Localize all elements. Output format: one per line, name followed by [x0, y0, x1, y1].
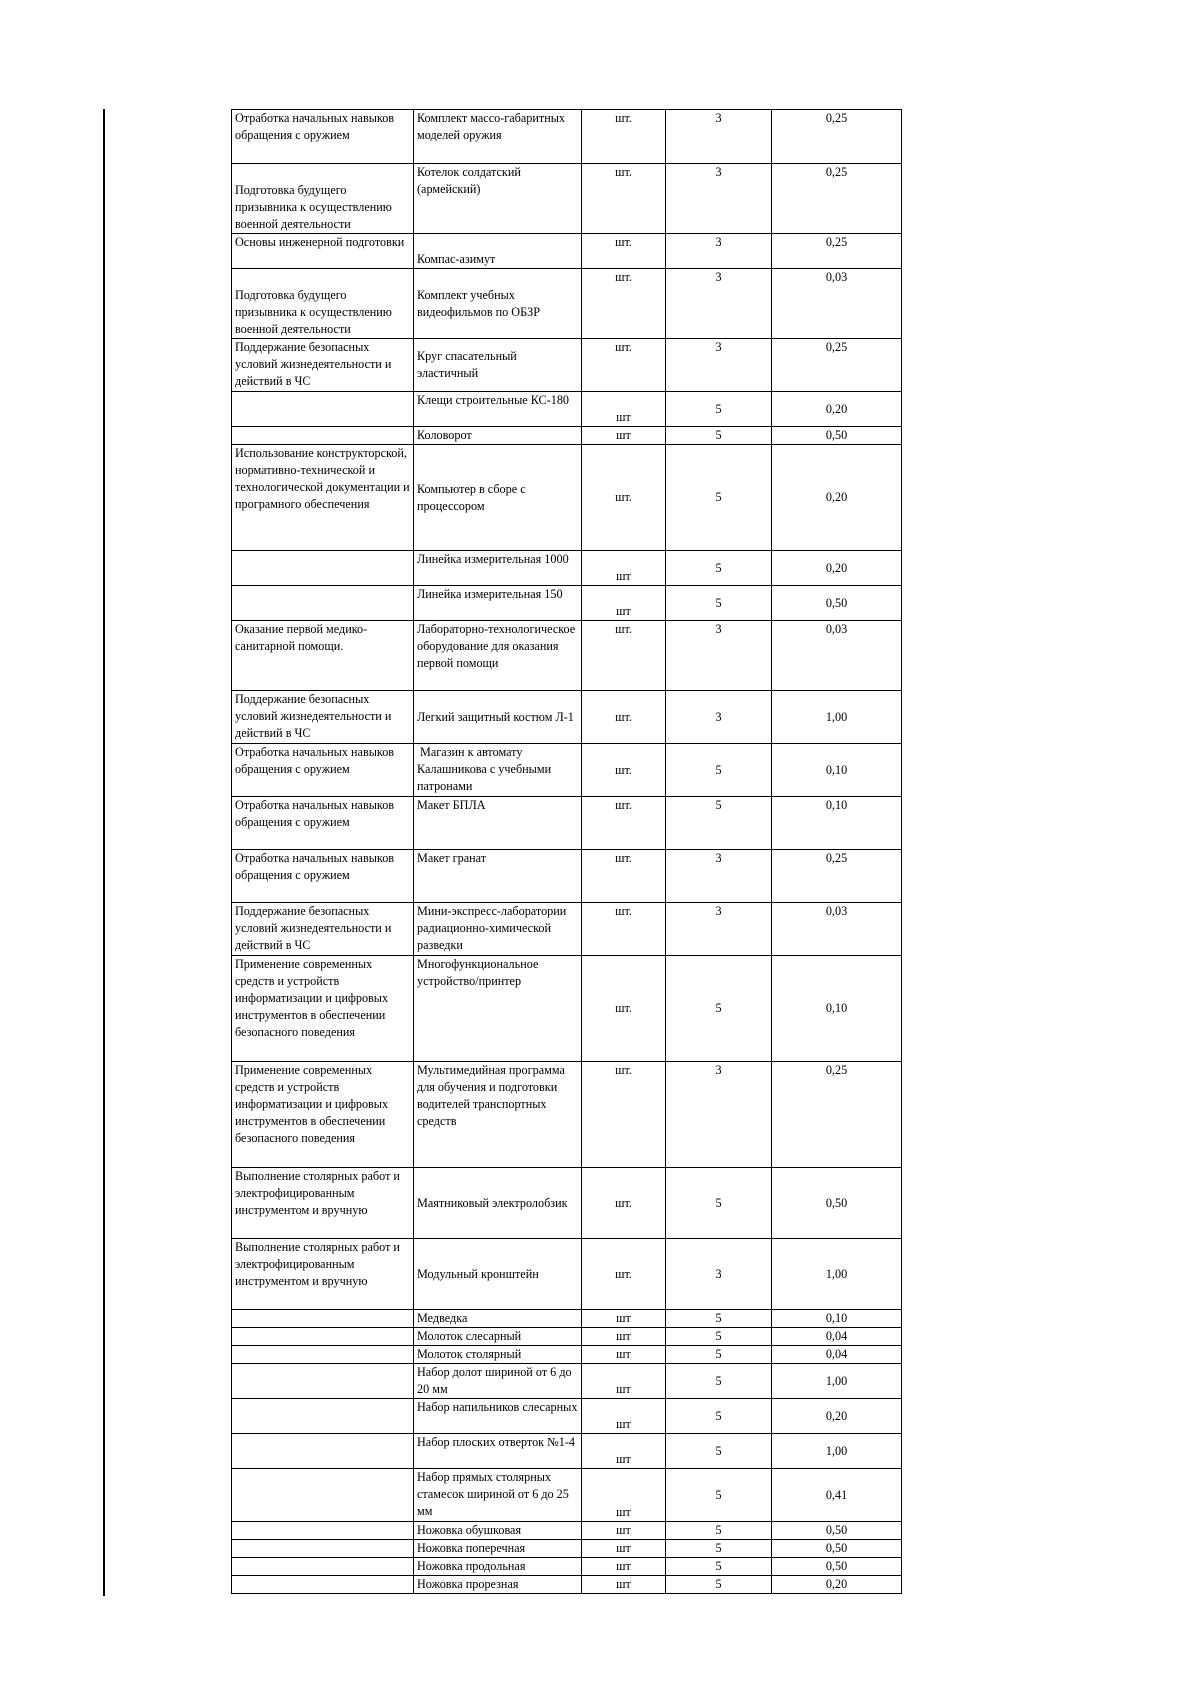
unit-cell: шт.: [582, 1062, 666, 1168]
quantity-cell: 5: [666, 1399, 772, 1434]
section-cell: [232, 1310, 414, 1328]
item-name-cell: Макет БПЛА: [414, 797, 582, 850]
value-cell: 0,10: [772, 956, 902, 1062]
quantity-cell: 5: [666, 427, 772, 445]
unit-cell: шт: [582, 1576, 666, 1594]
quantity-cell: 5: [666, 1434, 772, 1469]
value-cell: 0,03: [772, 621, 902, 691]
item-name-cell: Макет гранат: [414, 850, 582, 903]
value-cell: 1,00: [772, 691, 902, 744]
section-cell: Поддержание безопасных условий жизнедеятельности и действий в ЧС: [232, 691, 414, 744]
item-name-cell: Компьютер в сборе с процессором: [414, 445, 582, 551]
quantity-cell: 3: [666, 339, 772, 392]
value-cell: 0,20: [772, 1399, 902, 1434]
quantity-cell: 3: [666, 269, 772, 339]
value-cell: 0,20: [772, 551, 902, 586]
quantity-cell: 5: [666, 586, 772, 621]
table-row: [232, 110, 902, 164]
unit-cell: шт.: [582, 903, 666, 956]
value-cell: 0,25: [772, 339, 902, 392]
unit-cell: шт: [582, 1540, 666, 1558]
value-cell: 0,50: [772, 427, 902, 445]
unit-cell: шт: [582, 1346, 666, 1364]
table-row: [232, 1399, 902, 1434]
table-row: [232, 621, 902, 691]
value-cell: 0,50: [772, 1522, 902, 1540]
quantity-cell: 5: [666, 1346, 772, 1364]
table-row: [232, 1576, 902, 1594]
quantity-cell: 5: [666, 1558, 772, 1576]
section-cell: [232, 1540, 414, 1558]
value-cell: 0,25: [772, 110, 902, 164]
quantity-cell: 3: [666, 621, 772, 691]
item-name-cell: Линейка измерительная 1000: [414, 551, 582, 586]
item-name-cell: Комплект массо-габаритных моделей оружия: [414, 110, 582, 164]
quantity-cell: 3: [666, 1239, 772, 1310]
quantity-cell: 3: [666, 110, 772, 164]
equipment-table: [231, 109, 902, 1594]
quantity-cell: 5: [666, 1522, 772, 1540]
item-name-cell: Лабораторно-технологическое оборудование для оказания первой помощи: [414, 621, 582, 691]
unit-cell: шт: [582, 551, 666, 586]
quantity-cell: 5: [666, 797, 772, 850]
table-row: [232, 1310, 902, 1328]
table-row: [232, 445, 902, 551]
section-cell: Отработка начальных навыков обращения с оружием: [232, 850, 414, 903]
unit-cell: шт: [582, 1522, 666, 1540]
item-name-cell: Компас-азимут: [414, 234, 582, 269]
table-row: [232, 797, 902, 850]
quantity-cell: 5: [666, 1540, 772, 1558]
unit-cell: шт: [582, 1434, 666, 1469]
section-cell: Отработка начальных навыков обращения с оружием: [232, 110, 414, 164]
quantity-cell: 3: [666, 164, 772, 234]
value-cell: 0,25: [772, 234, 902, 269]
table-row: [232, 1062, 902, 1168]
section-cell: [232, 1399, 414, 1434]
value-cell: 0,03: [772, 269, 902, 339]
quantity-cell: 3: [666, 234, 772, 269]
table-row: [232, 850, 902, 903]
page-margin-line: [103, 109, 105, 1596]
quantity-cell: 5: [666, 1328, 772, 1346]
item-name-cell: Мультимедийная программа для обучения и подготовки водителей транспортных средств: [414, 1062, 582, 1168]
section-cell: Поддержание безопасных условий жизнедеятельности и действий в ЧС: [232, 339, 414, 392]
value-cell: 0,10: [772, 744, 902, 797]
unit-cell: шт: [582, 1310, 666, 1328]
unit-cell: шт.: [582, 691, 666, 744]
section-cell: Подготовка будущего призывника к осуществлению военной деятельности: [232, 269, 414, 339]
unit-cell: шт: [582, 1558, 666, 1576]
table-row: [232, 1540, 902, 1558]
value-cell: 0,41: [772, 1469, 902, 1522]
unit-cell: шт: [582, 1469, 666, 1522]
quantity-cell: 5: [666, 1576, 772, 1594]
item-name-cell: Набор прямых столярных стамесок шириной от 6 до 25 мм: [414, 1469, 582, 1522]
table-row: [232, 691, 902, 744]
section-cell: Подготовка будущего призывника к осуществлению военной деятельности: [232, 164, 414, 234]
table-row: [232, 586, 902, 621]
section-cell: [232, 586, 414, 621]
unit-cell: шт: [582, 1399, 666, 1434]
table-row: [232, 1328, 902, 1346]
unit-cell: шт.: [582, 339, 666, 392]
section-cell: Отработка начальных навыков обращения с оружием: [232, 744, 414, 797]
quantity-cell: 5: [666, 956, 772, 1062]
value-cell: 0,10: [772, 797, 902, 850]
value-cell: 0,50: [772, 1558, 902, 1576]
unit-cell: шт.: [582, 797, 666, 850]
value-cell: 1,00: [772, 1364, 902, 1399]
section-cell: Основы инженерной подготовки: [232, 234, 414, 269]
section-cell: Выполнение столярных работ и электрофицированным инструментом и вручную: [232, 1168, 414, 1239]
item-name-cell: Молоток слесарный: [414, 1328, 582, 1346]
item-name-cell: Коловорот: [414, 427, 582, 445]
table-row: [232, 744, 902, 797]
section-cell: [232, 1328, 414, 1346]
section-cell: [232, 1558, 414, 1576]
equipment-table-body: [232, 110, 902, 1594]
section-cell: Поддержание безопасных условий жизнедеятельности и действий в ЧС: [232, 903, 414, 956]
unit-cell: шт.: [582, 234, 666, 269]
quantity-cell: 3: [666, 691, 772, 744]
table-row: [232, 392, 902, 427]
quantity-cell: 5: [666, 744, 772, 797]
section-cell: Применение современных средств и устройств информатизации и цифровых инструментов в обеспечении безопасного поведения: [232, 956, 414, 1062]
quantity-cell: 5: [666, 551, 772, 586]
section-cell: [232, 551, 414, 586]
table-row: [232, 1469, 902, 1522]
item-name-cell: Круг спасательный эластичный: [414, 339, 582, 392]
table-row: [232, 1558, 902, 1576]
item-name-cell: Набор долот шириной от 6 до 20 мм: [414, 1364, 582, 1399]
table-row: [232, 427, 902, 445]
unit-cell: шт.: [582, 164, 666, 234]
unit-cell: шт: [582, 1328, 666, 1346]
quantity-cell: 5: [666, 392, 772, 427]
item-name-cell: Комплект учебных видеофильмов по ОБЗР: [414, 269, 582, 339]
unit-cell: шт: [582, 392, 666, 427]
table-row: [232, 234, 902, 269]
value-cell: 0,50: [772, 1540, 902, 1558]
unit-cell: шт.: [582, 269, 666, 339]
item-name-cell: Молоток столярный: [414, 1346, 582, 1364]
section-cell: Отработка начальных навыков обращения с оружием: [232, 797, 414, 850]
value-cell: 1,00: [772, 1239, 902, 1310]
unit-cell: шт.: [582, 744, 666, 797]
section-cell: Выполнение столярных работ и электрофицированным инструментом и вручную: [232, 1239, 414, 1310]
table-row: [232, 551, 902, 586]
section-cell: [232, 427, 414, 445]
section-cell: [232, 1522, 414, 1540]
item-name-cell: Легкий защитный костюм Л-1: [414, 691, 582, 744]
table-row: [232, 1522, 902, 1540]
unit-cell: шт.: [582, 621, 666, 691]
unit-cell: шт: [582, 586, 666, 621]
quantity-cell: 5: [666, 1168, 772, 1239]
quantity-cell: 5: [666, 1310, 772, 1328]
value-cell: 0,20: [772, 392, 902, 427]
table-row: [232, 1434, 902, 1469]
item-name-cell: Котелок солдатский (армейский): [414, 164, 582, 234]
item-name-cell: Ножовка продольная: [414, 1558, 582, 1576]
value-cell: 0,25: [772, 164, 902, 234]
section-cell: Оказание первой медико-санитарной помощи.: [232, 621, 414, 691]
unit-cell: шт.: [582, 956, 666, 1062]
section-cell: [232, 392, 414, 427]
section-cell: [232, 1576, 414, 1594]
table-row: [232, 956, 902, 1062]
quantity-cell: 3: [666, 1062, 772, 1168]
value-cell: 0,20: [772, 445, 902, 551]
table-row: [232, 269, 902, 339]
table-row: [232, 903, 902, 956]
value-cell: 0,50: [772, 586, 902, 621]
section-cell: [232, 1364, 414, 1399]
item-name-cell: Линейка измерительная 150: [414, 586, 582, 621]
section-cell: [232, 1469, 414, 1522]
table-row: [232, 339, 902, 392]
value-cell: 0,04: [772, 1346, 902, 1364]
unit-cell: шт: [582, 427, 666, 445]
item-name-cell: Маятниковый электролобзик: [414, 1168, 582, 1239]
item-name-cell: Медведка: [414, 1310, 582, 1328]
item-name-cell: Ножовка прорезная: [414, 1576, 582, 1594]
value-cell: 0,20: [772, 1576, 902, 1594]
value-cell: 0,03: [772, 903, 902, 956]
table-row: [232, 1346, 902, 1364]
unit-cell: шт.: [582, 1239, 666, 1310]
table-row: [232, 1168, 902, 1239]
value-cell: 0,25: [772, 850, 902, 903]
unit-cell: шт.: [582, 445, 666, 551]
unit-cell: шт.: [582, 850, 666, 903]
table-row: [232, 164, 902, 234]
item-name-cell: Мини-экспресс-лаборатории радиационно-химической разведки: [414, 903, 582, 956]
section-cell: Использование конструкторской, нормативно-технической и технологической документации и програмного обеспечения: [232, 445, 414, 551]
value-cell: 0,50: [772, 1168, 902, 1239]
quantity-cell: 3: [666, 850, 772, 903]
item-name-cell: Ножовка поперечная: [414, 1540, 582, 1558]
item-name-cell: Клещи строительные КС-180: [414, 392, 582, 427]
unit-cell: шт.: [582, 1168, 666, 1239]
unit-cell: шт.: [582, 110, 666, 164]
table-row: [232, 1239, 902, 1310]
value-cell: 0,04: [772, 1328, 902, 1346]
value-cell: 0,10: [772, 1310, 902, 1328]
section-cell: [232, 1434, 414, 1469]
value-cell: 0,25: [772, 1062, 902, 1168]
section-cell: [232, 1346, 414, 1364]
item-name-cell: Ножовка обушковая: [414, 1522, 582, 1540]
quantity-cell: 3: [666, 903, 772, 956]
quantity-cell: 5: [666, 1364, 772, 1399]
item-name-cell: Модульный кронштейн: [414, 1239, 582, 1310]
item-name-cell: Многофункциональное устройство/принтер: [414, 956, 582, 1062]
value-cell: 1,00: [772, 1434, 902, 1469]
item-name-cell: Набор напильников слесарных: [414, 1399, 582, 1434]
item-name-cell: Магазин к автомату Калашникова с учебными патронами: [414, 744, 582, 797]
unit-cell: шт: [582, 1364, 666, 1399]
table-row: [232, 1364, 902, 1399]
quantity-cell: 5: [666, 445, 772, 551]
item-name-cell: Набор плоских отверток №1-4: [414, 1434, 582, 1469]
quantity-cell: 5: [666, 1469, 772, 1522]
section-cell: Применение современных средств и устройств информатизации и цифровых инструментов в обеспечении безопасного поведения: [232, 1062, 414, 1168]
